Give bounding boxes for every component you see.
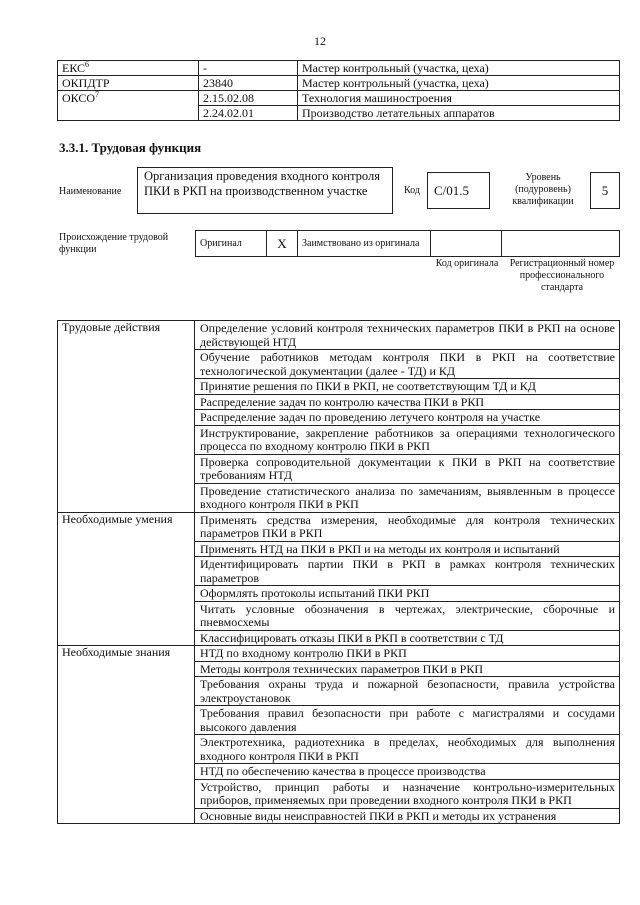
- classifier-code-cell: [58, 91, 199, 106]
- original-code-caption: Код оригинала: [435, 258, 499, 269]
- list-item: Распределение задач по контролю качества ПКИ в РКП: [195, 394, 620, 410]
- list-item: Классифицировать отказы ПКИ в РКП в соответствии с ТД: [195, 630, 620, 646]
- classifier-code: ОКПДТР: [62, 76, 110, 90]
- classifier-name: Производство летательных аппаратов: [298, 106, 620, 121]
- classifier-name: Технология машиностроения: [298, 91, 620, 106]
- level-label: Уровень (подуровень) квалификации: [512, 172, 574, 207]
- function-code: С/01.5: [427, 172, 490, 209]
- name-label: Наименование: [59, 186, 122, 197]
- classifier-code-cell: [58, 106, 199, 121]
- function-name: Организация проведения входного контроля ПКИ в РКП на производственном участке: [137, 167, 393, 214]
- classifier-code-cell: [58, 76, 199, 91]
- section-heading: Необходимые знания: [58, 646, 195, 824]
- classification-row: [58, 106, 620, 121]
- classifier-value: 2.24.02.01: [199, 106, 298, 121]
- origin-row: [196, 231, 620, 257]
- classification-row: [58, 61, 620, 76]
- original-mark: X: [267, 231, 298, 257]
- table-row: [58, 321, 620, 350]
- classifier-value: -: [199, 61, 298, 76]
- footnote-mark: 6: [85, 60, 90, 69]
- table-row: [58, 646, 620, 662]
- registration-number-cell: [502, 231, 620, 257]
- list-item: Оформлять протоколы испытаний ПКИ РКП: [195, 586, 620, 602]
- competencies-table: [57, 320, 620, 824]
- original-code-cell: [431, 231, 502, 257]
- list-item: Устройство, принцип работы и назначение контрольно-измерительных приборов, применяемых при проведении входного контроля ПКИ в РКП: [195, 779, 620, 808]
- classifier-name: Мастер контрольный (участка, цеха): [298, 61, 620, 76]
- list-item: Распределение задач по проведению летучего контроля на участке: [195, 410, 620, 426]
- classification-table: [57, 60, 620, 121]
- list-item: Проведение статистического анализа по замечаниям, выявленным в процессе входного контроля ПКИ в РКП: [195, 483, 620, 512]
- classifier-code: ЕКС: [62, 61, 86, 75]
- list-item: Требования охраны труда и пожарной безопасности, правила устройства электроустановок: [195, 677, 620, 706]
- section-title: 3.3.1. Трудовая функция: [59, 140, 202, 155]
- list-item: Принятие решения по ПКИ в РКП, не соответствующим ТД и КД: [195, 379, 620, 395]
- original-label: Оригинал: [196, 231, 267, 257]
- list-item: Определение условий контроля технических параметров ПКИ в РКП на основе действующей НТД: [195, 321, 620, 350]
- classifier-code-cell: [58, 61, 199, 76]
- list-item: Методы контроля технических параметров ПКИ в РКП: [195, 661, 620, 677]
- list-item: Проверка сопроводительной документации к ПКИ в РКП на соответствие требованиям НТД: [195, 454, 620, 483]
- list-item: Электротехника, радиотехника в пределах, необходимых для выполнения входного контроля ПКИ в РКП: [195, 735, 620, 764]
- list-item: Требования правил безопасности при работе с магистралями и сосудами высокого давления: [195, 706, 620, 735]
- classifier-code: ОКСО: [62, 91, 96, 105]
- origin-label: Происхождение трудовой функции: [59, 232, 169, 255]
- list-item: НТД по входному контролю ПКИ в РКП: [195, 646, 620, 662]
- classifier-value: 23840: [199, 76, 298, 91]
- footnote-mark: 7: [95, 90, 100, 99]
- classification-row: [58, 91, 620, 106]
- list-item: НТД по обеспечению качества в процессе производства: [195, 764, 620, 780]
- classifier-name: Мастер контрольный (участка, цеха): [298, 76, 620, 91]
- section-heading: Необходимые умения: [58, 512, 195, 646]
- registration-number-caption: Регистрационный номер профессионального стандарта: [509, 258, 615, 293]
- page-number: 12: [314, 34, 326, 48]
- code-label: Код: [404, 185, 420, 196]
- list-item: Обучение работников методам контроля ПКИ в РКП на соответствие технологической документации (далее - ТД) и КД: [195, 350, 620, 379]
- list-item: Идентифицировать партии ПКИ в РКП в рамках контроля технических параметров: [195, 557, 620, 586]
- classifier-value: 2.15.02.08: [199, 91, 298, 106]
- list-item: Применять средства измерения, необходимые для контроля технических параметров ПКИ в РКП: [195, 512, 620, 541]
- qualification-level: 5: [590, 172, 620, 209]
- borrowed-label: Заимствовано из оригинала: [298, 231, 431, 257]
- list-item: Применять НТД на ПКИ в РКП и на методы их контроля и испытаний: [195, 541, 620, 557]
- list-item: Инструктирование, закрепление работников за операциями технологического процесса по входному контролю ПКИ в РКП: [195, 425, 620, 454]
- list-item: Читать условные обозначения в чертежах, электрические, сборочные и пневмосхемы: [195, 601, 620, 630]
- classification-row: [58, 76, 620, 91]
- origin-table: [195, 230, 620, 257]
- section-heading: Трудовые действия: [58, 321, 195, 513]
- table-row: [58, 512, 620, 541]
- list-item: Основные виды неисправностей ПКИ в РКП и методы их устранения: [195, 808, 620, 824]
